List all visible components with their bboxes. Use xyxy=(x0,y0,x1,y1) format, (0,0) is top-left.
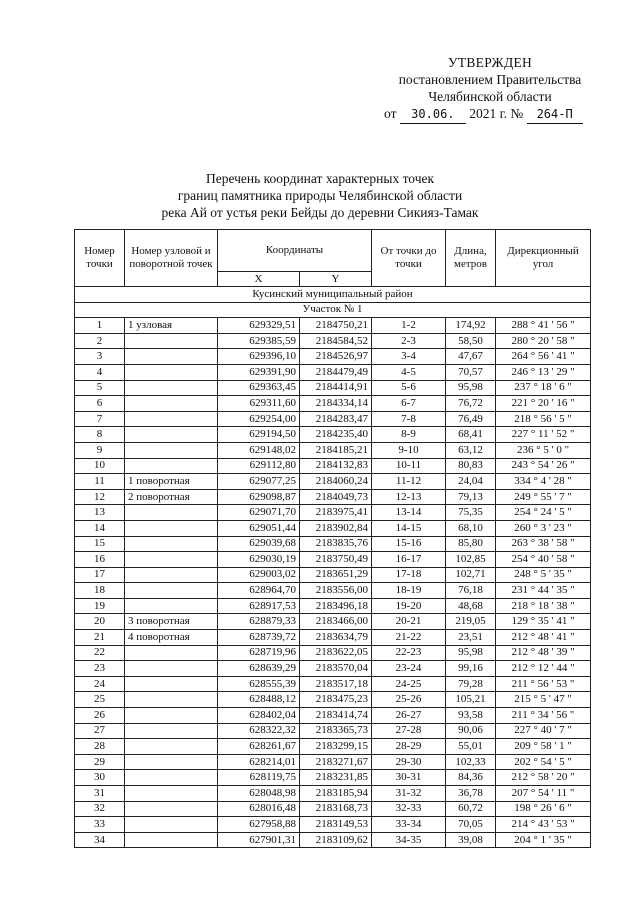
table-row xyxy=(75,661,591,677)
table-row xyxy=(75,786,591,802)
coord-y-cell: 2184414,91 xyxy=(300,380,372,396)
length-cell: 47,67 xyxy=(446,349,496,365)
point-type-cell xyxy=(125,817,218,833)
table-row xyxy=(75,442,591,458)
point-type-cell xyxy=(125,832,218,848)
table-row xyxy=(75,614,591,630)
coord-y-cell: 2183475,23 xyxy=(300,692,372,708)
coord-y-cell: 2184750,21 xyxy=(300,318,372,334)
coord-x-cell: 628964,70 xyxy=(218,583,300,599)
point-type-cell xyxy=(125,567,218,583)
point-type-cell xyxy=(125,349,218,365)
segment-cell: 29-30 xyxy=(372,754,446,770)
point-number-cell: 20 xyxy=(75,614,125,630)
length-cell: 39,08 xyxy=(446,832,496,848)
table-header-row xyxy=(75,230,591,272)
direction-angle-cell: 254 ° 24 ' 5 " xyxy=(496,505,591,521)
point-number-cell: 11 xyxy=(75,474,125,490)
coord-x-cell: 629039,68 xyxy=(218,536,300,552)
length-cell: 55,01 xyxy=(446,739,496,755)
length-cell: 63,12 xyxy=(446,442,496,458)
point-type-cell xyxy=(125,442,218,458)
table-row xyxy=(75,474,591,490)
point-type-cell xyxy=(125,458,218,474)
segment-cell: 21-22 xyxy=(372,630,446,646)
direction-angle-cell: 248 ° 5 ' 35 " xyxy=(496,567,591,583)
point-type-cell xyxy=(125,801,218,817)
table-row xyxy=(75,817,591,833)
segment-cell: 11-12 xyxy=(372,474,446,490)
point-type-cell xyxy=(125,723,218,739)
direction-angle-cell: 212 ° 48 ' 41 " xyxy=(496,630,591,646)
segment-cell: 9-10 xyxy=(372,442,446,458)
point-number-cell: 3 xyxy=(75,349,125,365)
coord-x-cell: 629254,00 xyxy=(218,411,300,427)
segment-cell: 16-17 xyxy=(372,552,446,568)
length-cell: 70,05 xyxy=(446,817,496,833)
segment-cell: 4-5 xyxy=(372,364,446,380)
approval-number: 264-П xyxy=(527,106,583,124)
coord-y-cell: 2183168,73 xyxy=(300,801,372,817)
header-coordinates: Координаты xyxy=(218,230,372,272)
direction-angle-cell: 227 ° 40 ' 7 " xyxy=(496,723,591,739)
header-x: X xyxy=(218,272,300,287)
coord-x-cell: 628555,39 xyxy=(218,676,300,692)
coordinates-table xyxy=(74,229,591,848)
district-name: Кусинский муниципальный район xyxy=(75,287,591,303)
point-type-cell xyxy=(125,364,218,380)
length-cell: 70,57 xyxy=(446,364,496,380)
length-cell: 90,06 xyxy=(446,723,496,739)
segment-cell: 19-20 xyxy=(372,598,446,614)
length-cell: 99,16 xyxy=(446,661,496,677)
coord-y-cell: 2183365,73 xyxy=(300,723,372,739)
table-row xyxy=(75,552,591,568)
coord-y-cell: 2183634,79 xyxy=(300,630,372,646)
table-row xyxy=(75,427,591,443)
point-type-cell: 4 поворотная xyxy=(125,630,218,646)
point-number-cell: 6 xyxy=(75,396,125,412)
length-cell: 76,18 xyxy=(446,583,496,599)
table-row xyxy=(75,411,591,427)
coord-y-cell: 2184283,47 xyxy=(300,411,372,427)
segment-cell: 2-3 xyxy=(372,333,446,349)
district-row xyxy=(75,287,591,303)
coord-y-cell: 2183299,15 xyxy=(300,739,372,755)
coord-x-cell: 628639,29 xyxy=(218,661,300,677)
point-type-cell xyxy=(125,333,218,349)
coord-x-cell: 628488,12 xyxy=(218,692,300,708)
point-type-cell: 1 поворотная xyxy=(125,474,218,490)
coord-y-cell: 2183622,05 xyxy=(300,645,372,661)
segment-cell: 12-13 xyxy=(372,489,446,505)
coord-x-cell: 628261,67 xyxy=(218,739,300,755)
segment-cell: 3-4 xyxy=(372,349,446,365)
segment-cell: 24-25 xyxy=(372,676,446,692)
coord-x-cell: 629112,80 xyxy=(218,458,300,474)
coord-x-cell: 628119,75 xyxy=(218,770,300,786)
coord-x-cell: 628016,48 xyxy=(218,801,300,817)
coord-x-cell: 628917,53 xyxy=(218,598,300,614)
coord-x-cell: 629385,59 xyxy=(218,333,300,349)
direction-angle-cell: 280 ° 20 ' 58 " xyxy=(496,333,591,349)
point-type-cell xyxy=(125,692,218,708)
length-cell: 95,98 xyxy=(446,645,496,661)
direction-angle-cell: 204 ° 1 ' 35 " xyxy=(496,832,591,848)
coord-y-cell: 2183271,67 xyxy=(300,754,372,770)
coord-y-cell: 2184185,21 xyxy=(300,442,372,458)
table-row xyxy=(75,739,591,755)
header-segment: От точки до точки xyxy=(372,230,446,287)
coord-y-cell: 2183517,18 xyxy=(300,676,372,692)
table-row xyxy=(75,520,591,536)
segment-cell: 6-7 xyxy=(372,396,446,412)
direction-angle-cell: 254 ° 40 ' 58 " xyxy=(496,552,591,568)
point-number-cell: 19 xyxy=(75,598,125,614)
coord-y-cell: 2183496,18 xyxy=(300,598,372,614)
point-type-cell xyxy=(125,786,218,802)
segment-cell: 22-23 xyxy=(372,645,446,661)
length-cell: 80,83 xyxy=(446,458,496,474)
coord-x-cell: 628048,98 xyxy=(218,786,300,802)
coord-x-cell: 628879,33 xyxy=(218,614,300,630)
point-number-cell: 34 xyxy=(75,832,125,848)
coord-y-cell: 2183109,62 xyxy=(300,832,372,848)
length-cell: 84,36 xyxy=(446,770,496,786)
coord-y-cell: 2183750,49 xyxy=(300,552,372,568)
coord-y-cell: 2183975,41 xyxy=(300,505,372,521)
coord-y-cell: 2184060,24 xyxy=(300,474,372,490)
direction-angle-cell: 227 ° 11 ' 52 " xyxy=(496,427,591,443)
length-cell: 174,92 xyxy=(446,318,496,334)
table-row xyxy=(75,567,591,583)
direction-angle-cell: 264 ° 56 ' 41 " xyxy=(496,349,591,365)
coord-x-cell: 628322,32 xyxy=(218,723,300,739)
point-type-cell xyxy=(125,770,218,786)
approval-from: от xyxy=(384,106,397,121)
coord-x-cell: 629030,19 xyxy=(218,552,300,568)
coord-x-cell: 628739,72 xyxy=(218,630,300,646)
coord-x-cell: 629098,87 xyxy=(218,489,300,505)
table-row xyxy=(75,754,591,770)
coord-y-cell: 2184049,73 xyxy=(300,489,372,505)
table-row xyxy=(75,645,591,661)
point-number-cell: 7 xyxy=(75,411,125,427)
direction-angle-cell: 334 ° 4 ' 28 " xyxy=(496,474,591,490)
length-cell: 76,49 xyxy=(446,411,496,427)
point-number-cell: 17 xyxy=(75,567,125,583)
coord-y-cell: 2183414,74 xyxy=(300,708,372,724)
coord-y-cell: 2183185,94 xyxy=(300,786,372,802)
segment-cell: 28-29 xyxy=(372,739,446,755)
length-cell: 68,41 xyxy=(446,427,496,443)
length-cell: 85,80 xyxy=(446,536,496,552)
direction-angle-cell: 231 ° 44 ' 35 " xyxy=(496,583,591,599)
table-row xyxy=(75,333,591,349)
direction-angle-cell: 260 ° 3 ' 23 " xyxy=(496,520,591,536)
direction-angle-cell: 211 ° 56 ' 53 " xyxy=(496,676,591,692)
coord-x-cell: 629311,60 xyxy=(218,396,300,412)
segment-cell: 31-32 xyxy=(372,786,446,802)
table-row xyxy=(75,318,591,334)
point-number-cell: 9 xyxy=(75,442,125,458)
document-title xyxy=(0,170,640,221)
table-row xyxy=(75,598,591,614)
length-cell: 79,13 xyxy=(446,489,496,505)
segment-cell: 33-34 xyxy=(372,817,446,833)
table-row xyxy=(75,536,591,552)
point-type-cell xyxy=(125,552,218,568)
approval-line-1: постановлением Правительства xyxy=(398,72,582,87)
direction-angle-cell: 237 ° 18 ' 6 " xyxy=(496,380,591,396)
segment-cell: 7-8 xyxy=(372,411,446,427)
point-number-cell: 16 xyxy=(75,552,125,568)
point-number-cell: 24 xyxy=(75,676,125,692)
point-number-cell: 30 xyxy=(75,770,125,786)
direction-angle-cell: 211 ° 34 ' 56 " xyxy=(496,708,591,724)
length-cell: 102,71 xyxy=(446,567,496,583)
coord-y-cell: 2183651,29 xyxy=(300,567,372,583)
header-point-number: Номер точки xyxy=(75,230,125,287)
table-row xyxy=(75,708,591,724)
approval-heading: УТВЕРЖДЕН xyxy=(447,55,533,70)
header-length: Длина, метров xyxy=(446,230,496,287)
point-number-cell: 18 xyxy=(75,583,125,599)
direction-angle-cell: 221 ° 20 ' 16 " xyxy=(496,396,591,412)
point-type-cell xyxy=(125,708,218,724)
segment-cell: 15-16 xyxy=(372,536,446,552)
length-cell: 68,10 xyxy=(446,520,496,536)
coord-y-cell: 2184132,83 xyxy=(300,458,372,474)
direction-angle-cell: 263 ° 38 ' 58 " xyxy=(496,536,591,552)
approval-date: 30.06. xyxy=(400,106,466,124)
title-line-3: река Ай от устья реки Бейды до деревни Сикияз-Тамак xyxy=(161,205,479,220)
coord-x-cell: 629051,44 xyxy=(218,520,300,536)
coord-y-cell: 2183556,00 xyxy=(300,583,372,599)
table-row xyxy=(75,770,591,786)
point-type-cell xyxy=(125,505,218,521)
point-type-cell xyxy=(125,676,218,692)
point-type-cell: 1 узловая xyxy=(125,318,218,334)
segment-cell: 10-11 xyxy=(372,458,446,474)
coord-x-cell: 629396,10 xyxy=(218,349,300,365)
coord-y-cell: 2183835,76 xyxy=(300,536,372,552)
point-type-cell xyxy=(125,427,218,443)
length-cell: 58,50 xyxy=(446,333,496,349)
segment-cell: 14-15 xyxy=(372,520,446,536)
direction-angle-cell: 209 ° 58 ' 1 " xyxy=(496,739,591,755)
point-type-cell xyxy=(125,598,218,614)
segment-cell: 8-9 xyxy=(372,427,446,443)
segment-cell: 17-18 xyxy=(372,567,446,583)
point-number-cell: 23 xyxy=(75,661,125,677)
point-type-cell xyxy=(125,661,218,677)
length-cell: 76,72 xyxy=(446,396,496,412)
length-cell: 24,04 xyxy=(446,474,496,490)
direction-angle-cell: 129 ° 35 ' 41 " xyxy=(496,614,591,630)
coord-x-cell: 629071,70 xyxy=(218,505,300,521)
table-row xyxy=(75,692,591,708)
coord-x-cell: 629391,90 xyxy=(218,364,300,380)
direction-angle-cell: 214 ° 43 ' 53 " xyxy=(496,817,591,833)
coord-y-cell: 2183902,84 xyxy=(300,520,372,536)
table-row xyxy=(75,349,591,365)
table-row xyxy=(75,583,591,599)
point-number-cell: 29 xyxy=(75,754,125,770)
segment-cell: 26-27 xyxy=(372,708,446,724)
direction-angle-cell: 198 ° 26 ' 6 " xyxy=(496,801,591,817)
length-cell: 105,21 xyxy=(446,692,496,708)
point-number-cell: 32 xyxy=(75,801,125,817)
coord-x-cell: 628402,04 xyxy=(218,708,300,724)
coord-x-cell: 629148,02 xyxy=(218,442,300,458)
table-row xyxy=(75,396,591,412)
segment-cell: 25-26 xyxy=(372,692,446,708)
point-number-cell: 5 xyxy=(75,380,125,396)
direction-angle-cell: 202 ° 54 ' 5 " xyxy=(496,754,591,770)
title-line-2: границ памятника природы Челябинской области xyxy=(177,188,463,203)
coord-y-cell: 2184479,49 xyxy=(300,364,372,380)
length-cell: 36,78 xyxy=(446,786,496,802)
length-cell: 60,72 xyxy=(446,801,496,817)
point-number-cell: 2 xyxy=(75,333,125,349)
point-number-cell: 10 xyxy=(75,458,125,474)
segment-cell: 32-33 xyxy=(372,801,446,817)
length-cell: 93,58 xyxy=(446,708,496,724)
segment-cell: 13-14 xyxy=(372,505,446,521)
coord-x-cell: 629363,45 xyxy=(218,380,300,396)
segment-cell: 1-2 xyxy=(372,318,446,334)
direction-angle-cell: 212 ° 12 ' 44 " xyxy=(496,661,591,677)
length-cell: 48,68 xyxy=(446,598,496,614)
point-number-cell: 31 xyxy=(75,786,125,802)
coord-y-cell: 2183231,85 xyxy=(300,770,372,786)
direction-angle-cell: 246 ° 13 ' 29 " xyxy=(496,364,591,380)
point-number-cell: 26 xyxy=(75,708,125,724)
table-row xyxy=(75,676,591,692)
table-row xyxy=(75,364,591,380)
point-number-cell: 33 xyxy=(75,817,125,833)
length-cell: 79,28 xyxy=(446,676,496,692)
coord-y-cell: 2184334,14 xyxy=(300,396,372,412)
point-number-cell: 8 xyxy=(75,427,125,443)
section-name: Участок № 1 xyxy=(75,302,591,318)
point-type-cell xyxy=(125,754,218,770)
direction-angle-cell: 212 ° 48 ' 39 " xyxy=(496,645,591,661)
approval-year: 2021 г. № xyxy=(469,106,524,121)
table-row xyxy=(75,723,591,739)
section-row xyxy=(75,302,591,318)
direction-angle-cell: 218 ° 56 ' 5 " xyxy=(496,411,591,427)
coord-x-cell: 629077,25 xyxy=(218,474,300,490)
point-number-cell: 27 xyxy=(75,723,125,739)
table-row xyxy=(75,630,591,646)
point-number-cell: 1 xyxy=(75,318,125,334)
point-type-cell: 2 поворотная xyxy=(125,489,218,505)
segment-cell: 20-21 xyxy=(372,614,446,630)
length-cell: 23,51 xyxy=(446,630,496,646)
point-number-cell: 25 xyxy=(75,692,125,708)
approval-block xyxy=(380,54,600,124)
table-row xyxy=(75,489,591,505)
coord-x-cell: 629003,02 xyxy=(218,567,300,583)
coord-y-cell: 2184526,97 xyxy=(300,349,372,365)
point-number-cell: 12 xyxy=(75,489,125,505)
direction-angle-cell: 218 ° 18 ' 38 " xyxy=(496,598,591,614)
direction-angle-cell: 207 ° 54 ' 11 " xyxy=(496,786,591,802)
approval-line-2: Челябинской области xyxy=(428,89,552,104)
point-type-cell: 3 поворотная xyxy=(125,614,218,630)
approval-date-line xyxy=(384,105,600,124)
point-type-cell xyxy=(125,396,218,412)
direction-angle-cell: 212 ° 58 ' 20 " xyxy=(496,770,591,786)
point-type-cell xyxy=(125,739,218,755)
coord-y-cell: 2183466,00 xyxy=(300,614,372,630)
length-cell: 75,35 xyxy=(446,505,496,521)
point-type-cell xyxy=(125,411,218,427)
point-number-cell: 22 xyxy=(75,645,125,661)
direction-angle-cell: 243 ° 54 ' 26 " xyxy=(496,458,591,474)
direction-angle-cell: 215 ° 5 ' 47 " xyxy=(496,692,591,708)
segment-cell: 27-28 xyxy=(372,723,446,739)
segment-cell: 30-31 xyxy=(372,770,446,786)
length-cell: 102,85 xyxy=(446,552,496,568)
table-row xyxy=(75,832,591,848)
point-type-cell xyxy=(125,520,218,536)
point-number-cell: 21 xyxy=(75,630,125,646)
segment-cell: 5-6 xyxy=(372,380,446,396)
table-row xyxy=(75,505,591,521)
point-type-cell xyxy=(125,583,218,599)
length-cell: 102,33 xyxy=(446,754,496,770)
coord-x-cell: 627901,31 xyxy=(218,832,300,848)
point-number-cell: 15 xyxy=(75,536,125,552)
segment-cell: 18-19 xyxy=(372,583,446,599)
coord-x-cell: 628719,96 xyxy=(218,645,300,661)
segment-cell: 23-24 xyxy=(372,661,446,677)
point-number-cell: 28 xyxy=(75,739,125,755)
point-number-cell: 14 xyxy=(75,520,125,536)
coord-y-cell: 2183570,04 xyxy=(300,661,372,677)
coord-y-cell: 2184584,52 xyxy=(300,333,372,349)
coord-x-cell: 629194,50 xyxy=(218,427,300,443)
direction-angle-cell: 249 ° 55 ' 7 " xyxy=(496,489,591,505)
table-row xyxy=(75,458,591,474)
direction-angle-cell: 236 ° 5 ' 0 " xyxy=(496,442,591,458)
point-type-cell xyxy=(125,645,218,661)
coord-y-cell: 2183149,53 xyxy=(300,817,372,833)
coord-x-cell: 629329,51 xyxy=(218,318,300,334)
table-row xyxy=(75,801,591,817)
point-type-cell xyxy=(125,380,218,396)
coord-y-cell: 2184235,40 xyxy=(300,427,372,443)
header-y: Y xyxy=(300,272,372,287)
title-line-1: Перечень координат характерных точек xyxy=(205,171,435,186)
point-type-cell xyxy=(125,536,218,552)
coord-x-cell: 628214,01 xyxy=(218,754,300,770)
length-cell: 219,05 xyxy=(446,614,496,630)
segment-cell: 34-35 xyxy=(372,832,446,848)
length-cell: 95,98 xyxy=(446,380,496,396)
header-node-turn-number: Номер узловой и поворотной точек xyxy=(125,230,218,287)
point-number-cell: 4 xyxy=(75,364,125,380)
coord-x-cell: 627958,88 xyxy=(218,817,300,833)
point-number-cell: 13 xyxy=(75,505,125,521)
header-direction-angle: Дирекционный угол xyxy=(496,230,591,287)
table-row xyxy=(75,380,591,396)
direction-angle-cell: 288 ° 41 ' 56 " xyxy=(496,318,591,334)
